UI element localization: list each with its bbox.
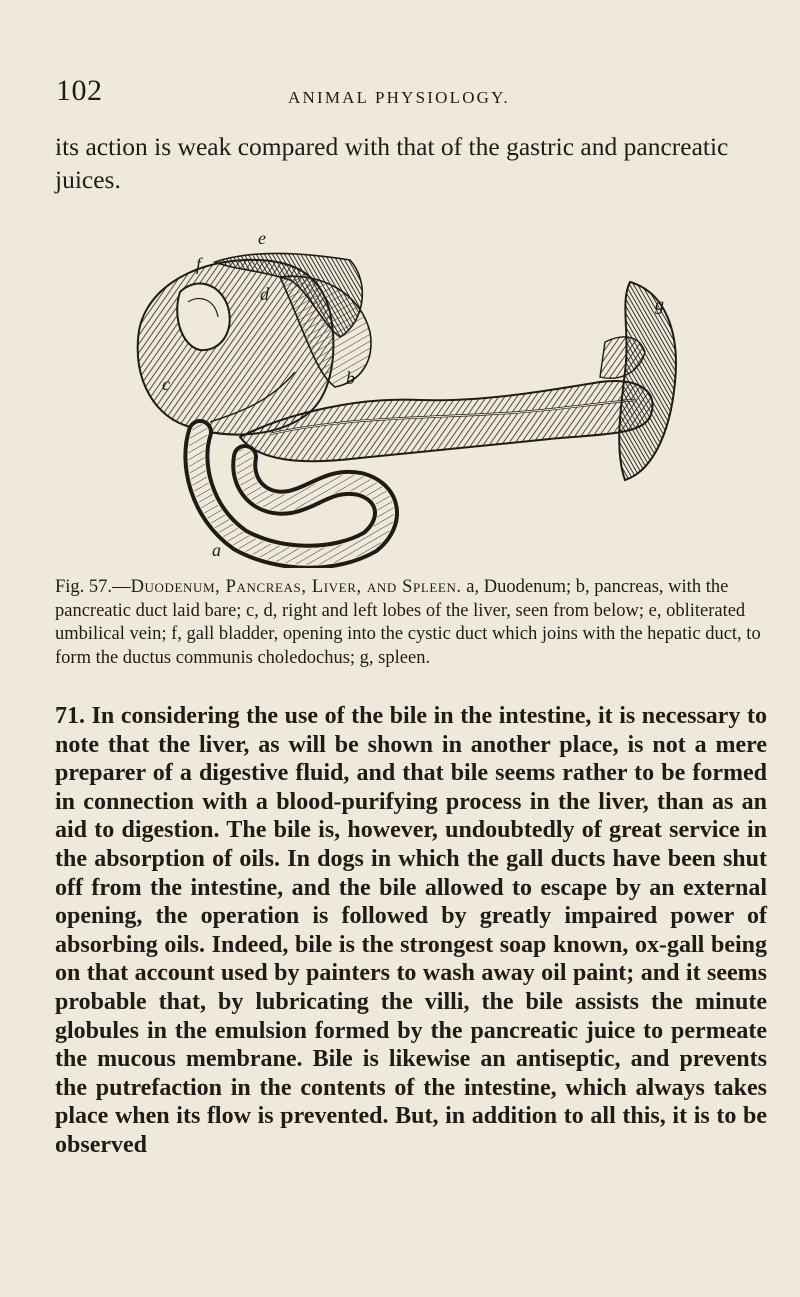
paragraph-text: In considering the use of the bile in the intestine, it is necessary to note that the liver, as will be shown in another place, is not a mere preparer of a digestive fluid, and that bile seems rather to be formed in connection with a blood-purifying process in the liver, than as an aid to digestion. The bile is, however, undoubtedly of great service in the absorption of oils. In dogs in which the gall ducts have been shut off from the intestine, and the bile allowed to escape by an external opening, the operation is followed by greatly impaired power of absorbing oils. Indeed, bile is the strongest soap known, ox-gall being on that account used by painters to wash away oil paint; and it seems probable that, by lubricating the villi, the bile assists the minute globules in the emulsion formed by the pancreatic juice to permeate the mucous membrane. Bile is likewise an antiseptic, and prevents the putrefaction in the contents of the intestine, which always takes place when its flow is prevented. But, in addition to all this, it is to be observed [55,703,768,1158]
gall-bladder [177,284,230,351]
figure-label-b: b [346,368,355,388]
lead-text: its action is weak compared with that of the gastric and pancreatic juices. [55,132,729,194]
figure-label-d: d [260,284,269,304]
body-paragraph [55,702,767,1160]
figure-label-c: c [162,374,170,394]
figure-caption [55,576,767,670]
figure-label-a: a [212,540,221,560]
figure-label-e: e [258,228,266,248]
spleen [619,282,676,480]
caption-body: a, Duodenum; b, pancreas, with the pancreatic duct laid bare; c, d, right and left lobes of the liver, seen from below; e, obliterated umbilical vein; f, gall bladder, opening into the cystic duct which joins with the hepatic duct, to form the ductus communis choledochus; g, spleen. [55,577,761,668]
anatomical-figure [120,222,690,568]
figure-engraving [120,222,690,568]
caption-figure-number: Fig. 57. [55,577,113,597]
caption-title: Duodenum, Pancreas, Liver, and Spleen. [130,577,462,597]
page-number: 102 [56,74,103,107]
caption-dash: — [112,577,131,597]
figure-label-f: f [196,254,202,274]
paragraph-number: 71. [55,703,85,729]
running-head: ANIMAL PHYSIOLOGY. [288,88,510,107]
figure-label-g: g [655,294,664,314]
